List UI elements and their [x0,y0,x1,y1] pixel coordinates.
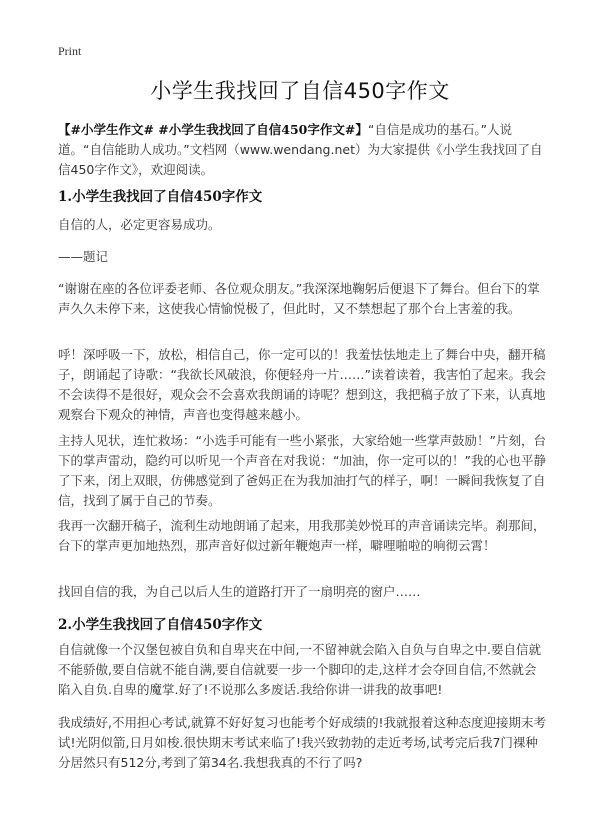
section-2-paragraph [58,640,546,700]
section-2-paragraph [58,713,546,773]
paragraph-text: 主持人见状，连忙救场：“小选手可能有一些小紧张，大家给她一些掌声鼓励！”片刻，台下的掌声雷动，隐约可以听见一个声音在对我说：“加油，你一定可以的！”我的心也平静了下来，闭上双眼，仿佛感觉到了爸妈正在为我加油打气的样子，啊！一瞬间我恢复了自信，找到了属于自己的节奏。 [58,433,546,508]
print-label: Print [58,44,82,58]
paragraph-text: 我成绩好,不用担心考试,就算不好好复习也能考个好成绩的!我就报着这种态度迎接期末考试!光阴似箭,日月如梭.很快期末考试来临了!我兴致勃勃的走近考场,试考完后我7门裸种分居然只有512分,考到了第34名.我想我真的不行了吗? [58,715,546,770]
epigraph-text: 自信的人，必定更容易成功。 [58,217,221,232]
paragraph-text: 自信就像一个汉堡包被自负和自卑夹在中间,一不留神就会陷入自负与自卑之中.要自信就不能骄傲,要自信就不能自满,要自信就要一步一个脚印的走,这样才会夺回自信,不然就会陷入自负.自卑的魔掌.好了!不说那么多废话.我给你讲一讲我的故事吧! [58,642,541,697]
paragraph-text: 找回自信的我，为自己以后人生的道路打开了一扇明亮的窗户…… [58,584,421,599]
intro-paragraph [58,120,546,180]
page-title: 小学生我找回了自信450字作文 [150,79,450,103]
section-1-paragraph [58,516,546,556]
section-1-paragraph [58,345,546,425]
paragraph-text: 呼！深呼吸一下，放松，相信自己，你一定可以的！我羞怯怯地走上了舞台中央，翻开稿子，朗诵起了诗歌：“我欲长风破浪，你便轻舟一片……”读着读着，我害怕了起来。我会不会读得不是很好，观众会不会喜欢我朗诵的诗呢？想到这，我把稿子放了下来，认真地观察台下观众的神情，声音也变得越来越小。 [58,347,546,422]
attribution-text: ——题记 [58,249,109,264]
section-2-heading: 2.小学生我找回了自信450字作文 [58,617,263,633]
paragraph-text: “谢谢在座的各位评委老师、各位观众朋友。”我深深地鞠躬后便退下了舞台。但台下的掌声久久未停下来，这使我心情愉悦极了，但此时，又不禁想起了那个台上害羞的我。 [58,281,540,316]
section-1-paragraph [58,582,546,602]
section-1-paragraph [58,279,546,319]
epigraph-attribution [58,247,546,267]
epigraph [58,215,546,235]
intro-tags: 【#小学生作文# #小学生我找回了自信450字作文#】 [58,122,368,137]
intro-text: “自信是成功的基石。”人说道。“自信能助人成功。”文档网（www.wendang.net）为大家提供《小学生我找回了自信450字作文》，欢迎阅读。 [58,122,543,177]
section-1-heading: 1.小学生我找回了自信450字作文 [58,189,263,205]
section-1-paragraph [58,431,546,511]
paragraph-text: 我再一次翻开稿子，流利生动地朗诵了起来，用我那美妙悦耳的声音诵读完毕。刹那间，台下的掌声更加地热烈，那声音好似过新年鞭炮声一样，噼哩啪啦的响彻云霄！ [58,518,546,553]
